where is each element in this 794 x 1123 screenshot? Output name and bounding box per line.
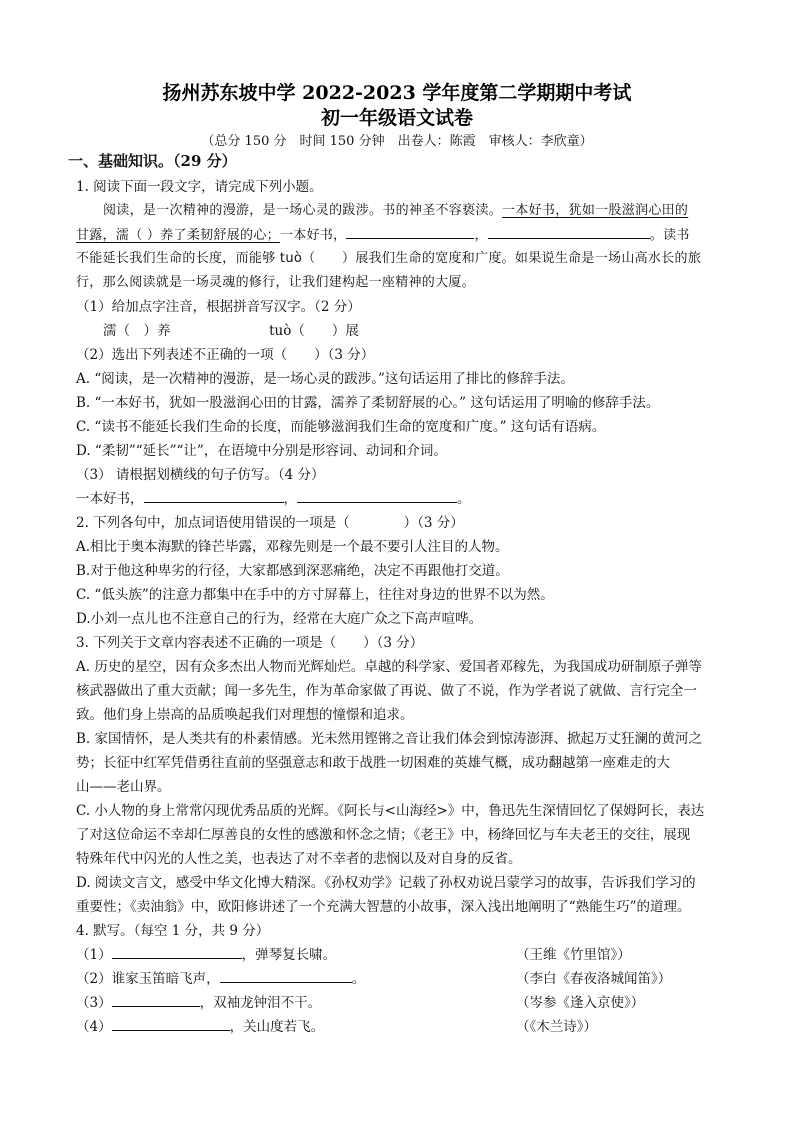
q3-option-d-line2: 重要性；《卖油翁》中，欧阳修讲述了一个充满大智慧的小故事，深入浅出地阐明了“熟能生巧”的道理。 [76,899,691,915]
q1-sub1: （1）给加点字注音，根据拼音写汉字。（2 分） [76,299,361,315]
q4-item [76,1016,726,1038]
q4-item [76,992,726,1014]
answer-blank[interactable] [346,224,474,239]
answer-sep: ， [283,491,297,507]
q4-stem: 4. 默写。（每空 1 分，共 9 分） [76,923,270,939]
answer-blank[interactable] [488,224,650,239]
q1-sub1-item-b: tuò（ ）展 [269,323,359,339]
q4-item-number: （3） [76,995,112,1011]
q1-passage-line2 [76,224,726,247]
q1-passage-text: 阅读，是一次精神的漫游，是一场心灵的跋涉。书的神圣不容亵渎。 [103,203,503,218]
q2-option-a: A.相比于奥本海默的锋芒毕露，邓稼先则是一个最不要引人注目的人物。 [76,539,509,555]
q1-passage-line3: 不能延长我们生命的长度，而能够 tuò（ ）展我们生命的宽度和广度。如果说生命是一场山高水长的旅 [76,251,702,266]
q1-option-b: B. “一本好书，犹如一股滋润心田的甘露，濡养了柔韧舒展的心。” 这句话运用了明喻的修辞手法。 [76,395,660,411]
q3-option-a-line2: 核武器做出了重大贡献；闻一多先生，作为革命家做了再说、做了不说，作为学者说了就做、言行完全一 [76,683,697,699]
q4-item-number: （4） [76,1019,112,1035]
q1-underlined-text: 甘露，濡（ ）养了柔韧舒展的心； [76,228,280,243]
q1-passage-line1 [103,200,753,222]
answer-blank[interactable] [112,992,200,1007]
q1-underlined-text: 一本好书，犹如一股滋润心田的 [502,203,689,218]
q3-stem: 3. 下列关于文章内容表述不正确的一项是（ ）（3 分） [76,635,424,651]
q4-item-source: （岑参《逢入京使》） [516,995,645,1011]
q3-option-c-line1: C. 小人物的身上常常闪现优秀品质的光辉。《阿长与<山海经>》中，鲁迅先生深情回忆了保姆阿长，表达 [76,803,705,819]
q4-item-source: （李白《春夜洛城闻笛》） [516,971,672,987]
q1-passage-text: ， [474,228,488,243]
q1-sub2: （2）选出下列表述不正确的一项（ ）（3 分） [76,347,375,363]
q1-passage-line4: 行，那么阅读就是一场灵魂的修行，让我们建构起一座精神的大厦。 [76,275,476,290]
q1-stem: 1. 阅读下面一段文字，请完成下列小题。 [76,179,323,195]
q1-option-d: D. “柔韧”“延长”“让”，在语境中分别是形容词、动词和介词。 [76,443,447,459]
q3-option-a-line1: A. 历史的星空，因有众多杰出人物而光辉灿烂。卓越的科学家、爱国者邓稼先，为我国成功研制原子弹等 [76,659,702,675]
answer-blank[interactable] [220,968,352,983]
q4-item-source: （王维《竹里馆》） [516,947,631,963]
q4-item-text: 。 [351,971,366,987]
q4-item [76,944,726,966]
q3-option-a-line3: 致。他们身上崇高的品质唤起我们对理想的憧憬和追求。 [76,707,414,723]
q3-option-c-line3: 特殊年代中闪光的人性之美，也表达了对不幸者的悲悯以及对自身的反省。 [76,851,522,867]
q2-stem: 2. 下列各句中，加点词语使用错误的一项是（ ）（3 分） [76,515,464,531]
answer-blank[interactable] [112,1016,230,1031]
q2-option-c: C. “低头族”的注意力都集中在手中的方寸屏幕上，往往对身边的世界不以为然。 [76,587,554,603]
q1-option-c: C. “读书不能延长我们生命的长度，而能够滋润我们生命的宽度和广度。” 这句话有语病。 [76,419,606,435]
q4-item-text: ，弹琴复长啸。 [241,947,337,963]
q4-item-source: （《木兰诗》） [516,1019,597,1035]
q4-item-number: （1） [76,947,112,963]
q1-sub1-items [103,320,753,342]
q1-sub3: （3） 请根据划横线的句子仿写。（4 分） [76,467,325,483]
q4-item-number: （2） [76,971,112,987]
q2-option-b: B.对于他这种卑劣的行径，大家都感到深恶痛绝，决定不再跟他打交道。 [76,563,509,579]
q3-option-b-line3: 山——老山界。 [76,779,171,795]
q1-passage-text: 一本好书， [279,228,347,243]
answer-blank[interactable] [297,488,457,503]
answer-blank[interactable] [112,944,242,959]
q1-sub3-answer [76,488,726,510]
q3-option-b-line2: 势；长征中红军凭借勇往直前的坚强意志和敢于战胜一切困难的英雄气概，成功翻越第一座难走的大 [76,755,670,771]
q4-item-text: ，双袖龙钟泪不干。 [199,995,322,1011]
q4-item-text: ，关山度若飞。 [229,1019,325,1035]
q2-option-d: D.小刘一点儿也不注意自己的行为，经常在大庭广众之下高声喧哗。 [76,611,483,627]
q3-option-b-line1: B. 家国情怀，是人类共有的朴素情感。光未然用铿锵之音让我们体会到惊涛澎湃、掀起万丈狂澜的黄河之 [76,731,703,747]
exam-meta: （总分 150 分 时间 150 分钟 出卷人：陈霞 审核人：李欣童） [201,134,593,149]
q1-option-a: A. “阅读，是一次精神的漫游，是一场心灵的跋涉。”这句话运用了排比的修辞手法。 [76,371,574,387]
section-heading: 一、基础知识。（29 分） [68,152,237,170]
exam-title: 扬州苏东坡中学 2022-2023 学年度第二学期期中考试 [162,82,632,104]
q1-passage-text: 。读书 [649,228,690,243]
q3-option-c-line2: 了对这位命运不幸却仁厚善良的女性的感激和怀念之情；《老王》中，杨绛回忆与车夫老王的交往，展现 [76,827,691,843]
answer-blank[interactable] [144,488,284,503]
q3-option-d-line1: D. 阅读文言文，感受中华文化博大精深。《孙权劝学》记载了孙权劝说吕蒙学习的故事，告诉我们学习的 [76,875,696,891]
q4-item-text: 谁家玉笛暗飞声， [111,971,220,987]
q1-sub1-item-a: 濡（ ）养 [103,323,171,339]
exam-subtitle: 初一年级语文试卷 [320,107,473,129]
answer-prefix: 一本好书， [76,491,144,507]
answer-end: 。 [457,491,471,507]
q4-item [76,968,726,990]
